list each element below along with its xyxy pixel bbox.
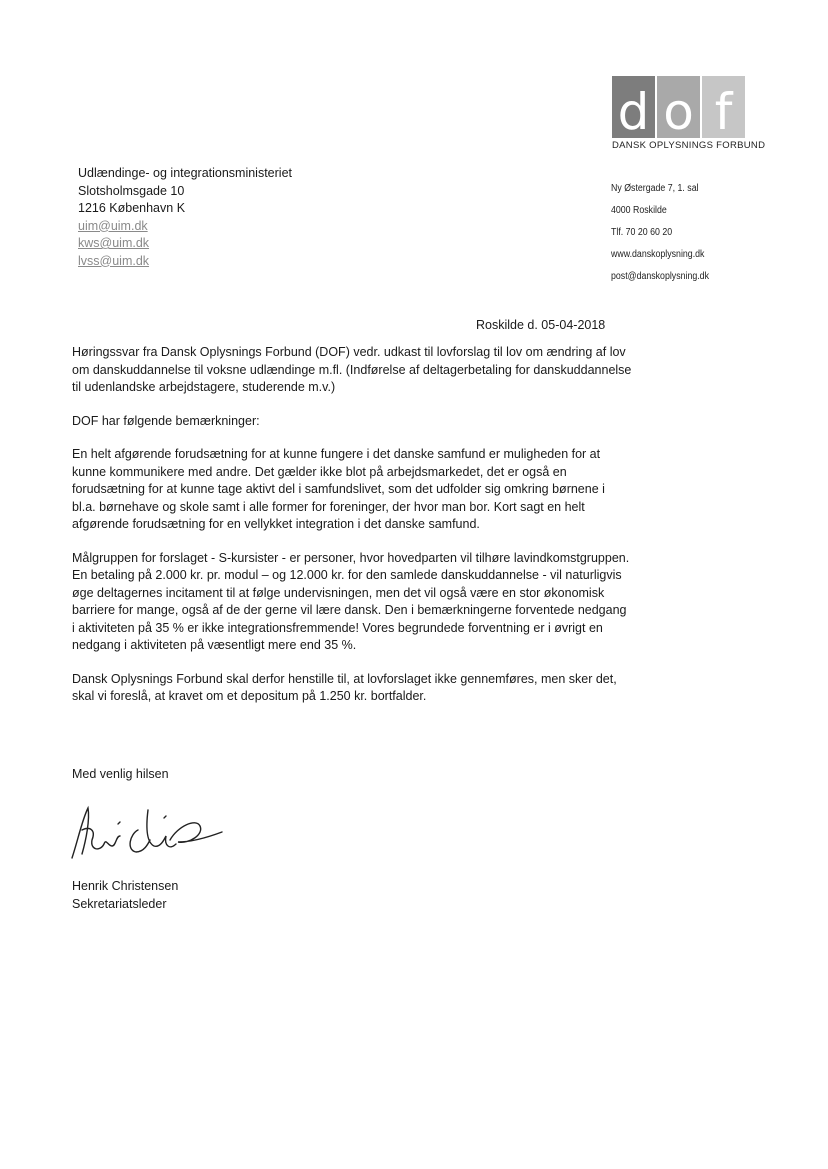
letter-paragraph: Dansk Oplysnings Forbund skal derfor henstille til, at lovforslaget ikke gennemføres, men sker det, skal vi foreslå, at kravet om et depositum på 1.250 kr. bortfalder. (72, 671, 617, 703)
closing-greeting: Med venlig hilsen (72, 767, 169, 781)
organization-name: DANSK OPLYSNINGS FORBUND (612, 140, 766, 151)
recipient-block (78, 165, 292, 270)
signer-title: Sekretariatsleder (72, 896, 167, 911)
sender-city: 4000 Roskilde (611, 205, 667, 216)
sender-address: Ny Østergade 7, 1. sal (611, 183, 699, 194)
sender-block (611, 178, 709, 288)
dof-logo (612, 76, 766, 151)
recipient-email-link[interactable]: uim@uim.dk (78, 218, 148, 233)
recipient-city: 1216 København K (78, 201, 186, 215)
signer-name: Henrik Christensen (72, 879, 179, 893)
recipient-street: Slotsholmsgade 10 (78, 183, 185, 198)
sender-phone: Tlf. 70 20 60 20 (611, 227, 673, 238)
handwritten-signature (60, 800, 230, 867)
sender-website: www.danskoplysning.dk (611, 249, 705, 260)
logo-letter-d: d (612, 76, 655, 138)
signer-block (72, 878, 178, 913)
logo-letter-o: o (657, 76, 700, 138)
letter-paragraph: Målgruppen for forslaget - S-kursister - er personer, hvor hovedparten vil tilhøre lavindkomstgruppen. En betaling på 2.000 kr. pr. modul – og 12.000 kr. for den samlede danskuddannelse - vil naturligvis øge deltagernes incitament til at følge undervisningen, men det vil også være en stor økonomisk barriere for mange, også af de der gerne vil lære dansk. Den i bemærkningerne forventede nedgang i aktiviteten på 35 % er ikke integrationsfremmende! Vores begrundede forventning er i øvrigt en nedgang i aktiviteten på væsentligt mere end 35 %. (72, 550, 630, 652)
letter-intro: DOF har følgende bemærkninger: (72, 413, 260, 428)
letter-paragraph: En helt afgørende forudsætning for at kunne fungere i det danske samfund er muligheden for at kunne kommunikere med andre. Det gælder ikke blot på arbejdsmarkedet, det er også en forudsætning for at kunne tage aktivt del i samfundslivet, som det udfolder sig omkring børnene i bl.a. børnehave og skole samt i alle former for foreninger, der hvor man bor. Kort sagt en helt afgørende forudsætning for en vellykket integration i det danske samfund. (72, 447, 605, 531)
logo-letter-f: f (702, 76, 745, 138)
letter-date: Roskilde d. 05-04-2018 (476, 318, 606, 332)
recipient-name: Udlændinge- og integrationsministeriet (78, 166, 293, 180)
sender-email: post@danskoplysning.dk (611, 271, 709, 282)
letter-subject: Høringssvar fra Dansk Oplysnings Forbund (DOF) vedr. udkast til lovforslag til lov om ændring af lov om danskuddannelse til voksne udlændinge m.fl. (Indførelse af deltagerbetaling for danskuddannelse til udenlandske arbejdstagere, studerende m.v.) (72, 345, 632, 394)
letter-body (72, 344, 632, 722)
recipient-email-link[interactable]: lvss@uim.dk (78, 253, 150, 268)
recipient-email-link[interactable]: kws@uim.dk (78, 236, 150, 250)
